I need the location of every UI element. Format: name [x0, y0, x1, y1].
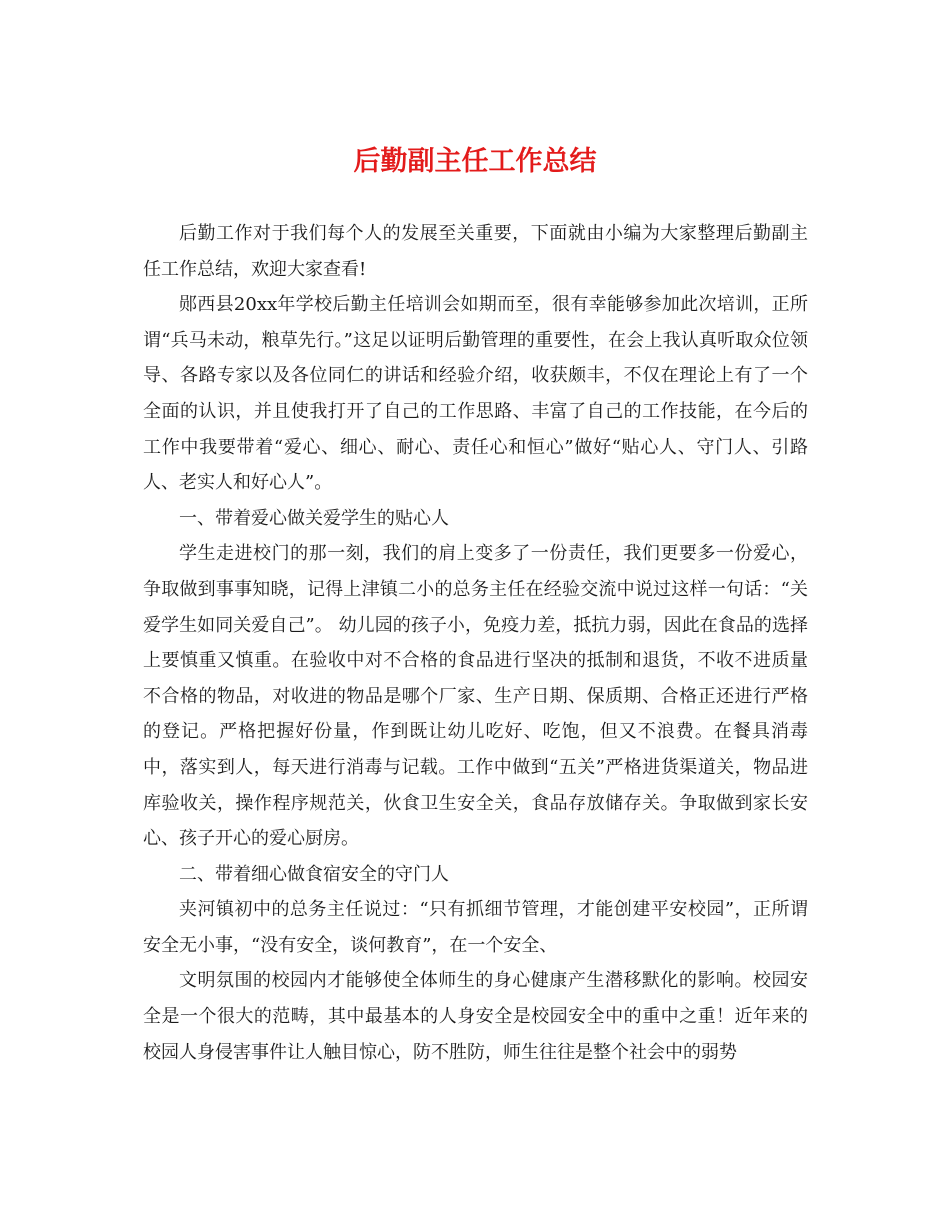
paragraph-section-2b: 文明氛围的校园内才能够使全体师生的身心健康产生潜移默化的影响。校园安全是一个很大的范畴，其中最基本的人身安全是校园安全中的重中之重！近年来的校园人身侵害事件让人触目惊心，防不胜防，师生往往是整个社会中的弱势 [143, 970, 808, 1063]
document-body [143, 216, 808, 1070]
paragraph-intro: 后勤工作对于我们每个人的发展至关重要，下面就由小编为大家整理后勤副主任工作总结，欢迎大家查看! [143, 223, 808, 280]
paragraph-training: 郧西县20xx年学校后勤主任培训会如期而至，很有幸能够参加此次培训，正所谓“兵马未动，粮草先行。”这足以证明后勤管理的重要性，在会上我认真听取众位领导、各路专家以及各位同仁的讲话和经验介绍，收获颇丰，不仅在理论上有了一个全面的认识，并且使我打开了自己的工作思路、丰富了自己的工作技能，在今后的工作中我要带着“爱心、细心、耐心、责任心和恒心”做好“贴心人、守门人、引路人、老实人和好心人”。 [143, 294, 808, 494]
paragraph-section-2a: 夹河镇初中的总务主任说过：“只有抓细节管理，才能创建平安校园”，正所谓安全无小事，“没有安全，谈何教育”，在一个安全、 [143, 899, 808, 956]
document-title: 后勤副主任工作总结 [353, 146, 597, 177]
paragraph-section-1: 学生走进校门的那一刻，我们的肩上变多了一份责任，我们更要多一份爱心，争取做到事事知晓，记得上津镇二小的总务主任在经验交流中说过这样一句话：“关爱学生如同关爱自己”。 幼儿园的孩子小，免疫力差，抵抗力弱，因此在食品的选择上要慎重又慎重。在验收中对不合格的食品进行坚决的抵制和退货，不收不进质量不合格的物品，对收进的物品是哪个厂家、生产日期、保质期、合格正还进行严格的登记。严格把握好份量，作到既让幼儿吃好、吃饱，但又不浪费。在餐具消毒中，落实到人，每天进行消毒与记载。工作中做到“五关”严格进货渠道关，物品进库验收关，操作程序规范关，伙食卫生安全关，食品存放储存关。争取做到家长安心、孩子开心的爱心厨房。 [143, 543, 808, 850]
section-heading-1: 一、带着爱心做关爱学生的贴心人 [179, 507, 449, 529]
section-heading-2: 二、带着细心做食宿安全的守门人 [179, 863, 449, 885]
